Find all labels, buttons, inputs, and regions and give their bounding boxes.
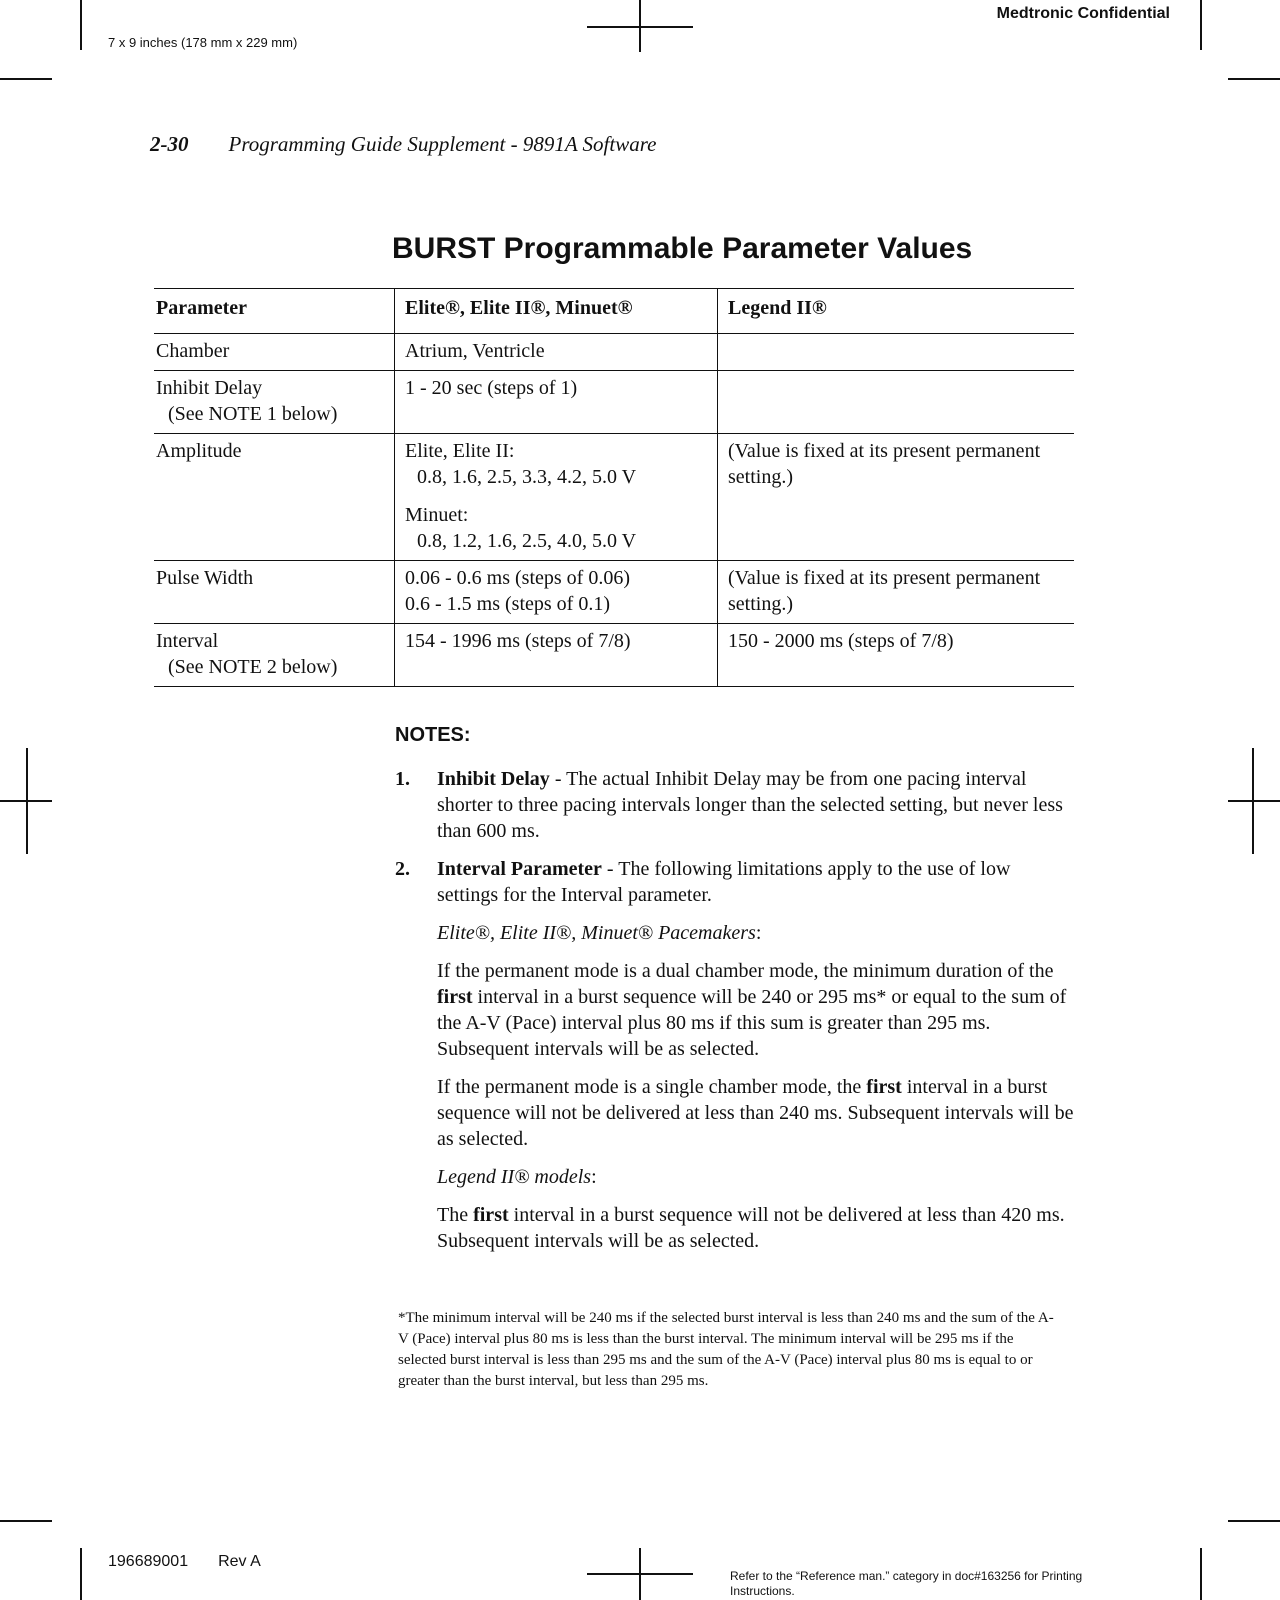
doc-number: 196689001 bbox=[108, 1553, 189, 1570]
param-name: Inhibit Delay bbox=[156, 377, 263, 399]
amplitude-minuet-values: 0.8, 1.2, 1.6, 2.5, 4.0, 5.0 V bbox=[417, 530, 637, 552]
table-row-pulse-width bbox=[154, 561, 1074, 624]
notes-section bbox=[395, 722, 1075, 1266]
cell-elite bbox=[395, 434, 718, 561]
table-title: BURST Programmable Parameter Values bbox=[392, 232, 973, 265]
crop-mark bbox=[1228, 1520, 1280, 1522]
footnote-marker: * bbox=[398, 1310, 406, 1326]
cell-elite: Atrium, Ventricle bbox=[395, 334, 718, 371]
registration-mark bbox=[1228, 800, 1280, 802]
doc-size-label: 7 x 9 inches (178 mm x 229 mm) bbox=[108, 35, 298, 50]
registration-mark bbox=[0, 800, 52, 802]
running-head bbox=[150, 132, 656, 157]
table-row-interval bbox=[154, 624, 1074, 687]
confidential-label: Medtronic Confidential bbox=[996, 5, 1170, 22]
cell-param: Chamber bbox=[156, 340, 230, 362]
cell-param: Amplitude bbox=[156, 440, 242, 462]
crop-mark bbox=[0, 1520, 52, 1522]
table-row-chamber bbox=[154, 334, 1074, 371]
table-header-row bbox=[154, 289, 1074, 334]
table-row-inhibit-delay bbox=[154, 371, 1074, 434]
cell-param bbox=[154, 371, 395, 434]
note-1 bbox=[395, 766, 1075, 844]
elite-heading: Elite®, Elite II®, Minuet® Pacemakers: bbox=[437, 922, 762, 944]
note-2-intro: Interval Parameter - The following limitations apply to the use of low settings for the Interval parameter. bbox=[437, 858, 1011, 906]
cell-param: Pulse Width bbox=[156, 567, 254, 589]
param-note: (See NOTE 2 below) bbox=[168, 656, 338, 678]
pulse-width-range-2: 0.6 - 1.5 ms (steps of 0.1) bbox=[405, 593, 610, 615]
note-number: 1. bbox=[395, 768, 410, 790]
revision: Rev A bbox=[218, 1553, 261, 1570]
crop-mark bbox=[0, 78, 52, 80]
footer-doc-info bbox=[108, 1553, 261, 1571]
footnote bbox=[398, 1308, 1060, 1392]
param-note: (See NOTE 1 below) bbox=[168, 403, 338, 425]
cell-legend: 150 - 2000 ms (steps of 7/8) bbox=[718, 624, 1075, 687]
burst-parameter-table bbox=[154, 288, 1074, 687]
column-header-legend: Legend II® bbox=[718, 289, 1075, 334]
pulse-width-range-1: 0.06 - 0.6 ms (steps of 0.06) bbox=[405, 567, 630, 589]
printing-note: Refer to the “Reference man.” category in doc#163256 for Printing Instructions. bbox=[730, 1569, 1083, 1598]
note-2 bbox=[395, 856, 1075, 1254]
registration-mark bbox=[587, 26, 693, 28]
table-row-amplitude bbox=[154, 434, 1074, 561]
note-label: Inhibit Delay bbox=[437, 768, 550, 790]
amplitude-elite-values: 0.8, 1.6, 2.5, 3.3, 4.2, 5.0 V bbox=[417, 466, 637, 488]
amplitude-elite-label: Elite, Elite II: bbox=[405, 440, 515, 462]
crop-mark bbox=[1200, 1548, 1202, 1600]
cell-legend bbox=[718, 334, 1075, 371]
legend-heading: Legend II® models: bbox=[437, 1166, 597, 1188]
note-label: Interval Parameter bbox=[437, 858, 602, 880]
note-1-text: Inhibit Delay - The actual Inhibit Delay may be from one pacing interval shorter to three pacing intervals longer than the selected setting, but never less than 600 ms. bbox=[437, 768, 1063, 842]
footnote-text: The minimum interval will be 240 ms if the selected burst interval is less than 240 ms and the sum of the A-V (Pace) interval plus 80 ms is less than the burst interval. The minimum interval will be 295 ms if the selected burst interval is less than 295 ms and the sum of the A-V (Pace) interval plus 80 ms is equal to or greater than the burst interval, but less than 295 ms. bbox=[398, 1310, 1054, 1389]
cell-elite: 1 - 20 sec (steps of 1) bbox=[395, 371, 718, 434]
dual-chamber-paragraph: If the permanent mode is a dual chamber mode, the minimum duration of the first interval in a burst sequence will be 240 or 295 ms* or equal to the sum of the A-V (Pace) interval plus 80 ms if this sum is greater than 295 ms. Subsequent intervals will be as selected. bbox=[437, 960, 1067, 1060]
column-header-elite: Elite®, Elite II®, Minuet® bbox=[395, 289, 718, 334]
crop-mark bbox=[1228, 78, 1280, 80]
note-number: 2. bbox=[395, 858, 410, 880]
running-title: Programming Guide Supplement - 9891A Software bbox=[228, 132, 657, 156]
page-number: 2-30 bbox=[150, 132, 189, 156]
cell-elite bbox=[395, 561, 718, 624]
amplitude-minuet-label: Minuet: bbox=[405, 504, 469, 526]
notes-title: NOTES: bbox=[395, 724, 471, 746]
legend-paragraph: The first interval in a burst sequence will not be delivered at less than 420 ms. Subsequent intervals will be as selected. bbox=[437, 1204, 1065, 1252]
crop-mark bbox=[1200, 0, 1202, 50]
cell-param bbox=[154, 624, 395, 687]
cell-legend: (Value is fixed at its present permanent setting.) bbox=[718, 561, 1075, 624]
single-chamber-paragraph: If the permanent mode is a single chamber mode, the first interval in a burst sequence will not be delivered at less than 240 ms. Subsequent intervals will be as selected. bbox=[437, 1076, 1074, 1150]
registration-mark bbox=[587, 1573, 693, 1575]
crop-mark bbox=[80, 1548, 82, 1600]
cell-elite: 154 - 1996 ms (steps of 7/8) bbox=[395, 624, 718, 687]
param-name: Interval bbox=[156, 630, 219, 652]
column-header-parameter: Parameter bbox=[156, 297, 248, 319]
cell-legend: (Value is fixed at its present permanent setting.) bbox=[718, 434, 1075, 561]
crop-mark bbox=[80, 0, 82, 50]
cell-legend bbox=[718, 371, 1075, 434]
